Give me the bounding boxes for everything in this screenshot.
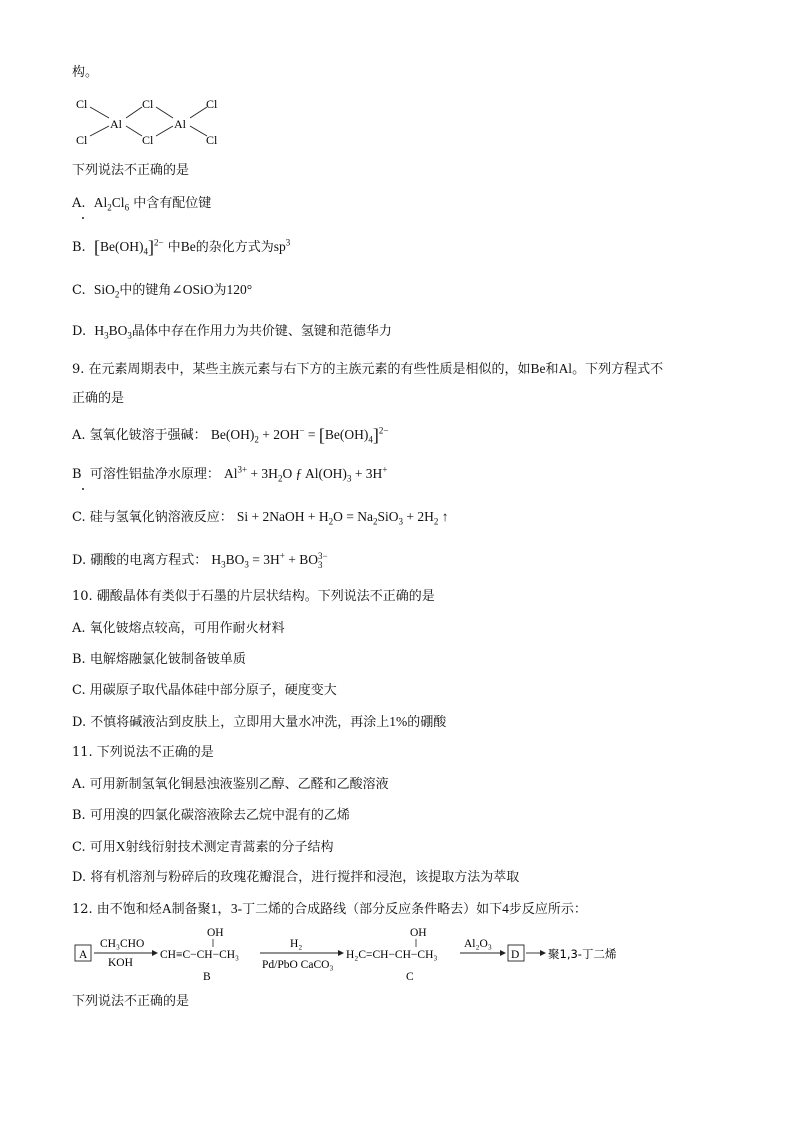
q10-option-b: B. 电解熔融氯化铍制备铍单质 — [72, 652, 246, 667]
arrowhead — [152, 950, 158, 956]
q8-stem: 下列说法不正确的是 — [72, 163, 190, 178]
q11-option-a: A. 可用新制氢氧化铜悬浊液鉴别乙醇、乙醛和乙酸溶液 — [72, 777, 389, 792]
bond — [90, 126, 109, 136]
arrowhead — [338, 950, 344, 956]
bond — [190, 107, 207, 118]
q11-option-d: D. 将有机溶剂与粉碎后的玫瑰花瓣混合，进行搅拌和浸泡，该提取方法为萃取 — [72, 870, 520, 885]
cl-atom: Cl — [76, 97, 88, 111]
compound-b-oh: OH — [207, 927, 224, 939]
q10-stem: 10. 硼酸晶体有类似于石墨的片层状结构。下列说法不正确的是 — [72, 589, 435, 604]
compound-d-label: D — [511, 949, 520, 961]
compound-c-formula: H₂C=CH−CH−CH₃ — [346, 949, 438, 961]
q9-stem-line1: 9. 在元素周期表中，某些主族元素与右下方的主族元素的有些性质是相似的，如Be和Al。下列方程式不 — [72, 361, 664, 377]
compound-b-formula: CH≡C−CH−CH₃ — [160, 949, 240, 961]
cl-atom: Cl — [142, 133, 154, 147]
q9-option-c: C. 硅与氢氧化钠溶液反应： Si + 2NaOH + $H_2O = Na_2SiO_3 + 2H_2$ ↑ — [72, 509, 449, 527]
q10-option-c: C. 用碳原子取代晶体硅中部分原子，硬度变大 — [72, 683, 337, 698]
compound-c-oh: OH — [410, 927, 427, 939]
stray-dot — [82, 217, 84, 219]
cl-atom: Cl — [142, 97, 154, 111]
q11-stem: 11. 下列说法不正确的是 — [72, 745, 214, 760]
q8-option-d: D. $H_3BO_3$晶体中存在作用力为共价键、氢键和范德华力 — [72, 323, 392, 341]
stray-dot — [82, 488, 84, 490]
q12-stem: 12. 由不饱和烃A制备聚1，3-丁二烯的合成路线（部分反应条件略去）如下4步反应所示： — [72, 901, 587, 917]
q11-option-b: B. 可用溴的四氯化碳溶液除去乙烷中混有的乙烯 — [72, 808, 350, 823]
cl-atom: Cl — [206, 97, 218, 111]
reagent-3-top: Al₂O₃ — [464, 938, 492, 950]
q10-option-d: D. 不慎将碱液沾到皮肤上，立即用大量水冲洗，再涂上1%的硼酸 — [72, 714, 447, 730]
cl-atom: Cl — [206, 133, 218, 147]
al-atom: Al — [174, 117, 186, 131]
bond — [126, 107, 142, 118]
synthesis-route-diagram — [74, 922, 634, 986]
intro-tail: 构。 — [72, 65, 99, 80]
reagent-1-top: CH₃CHO — [100, 938, 145, 950]
bond — [156, 107, 173, 118]
bond — [190, 126, 207, 136]
final-product: 聚1,3-丁二烯 — [548, 947, 617, 961]
q8-option-a: A. $Al_2Cl_6$ 中含有配位键 — [72, 195, 212, 213]
compound-b-label: B — [203, 971, 211, 983]
q9-option-a: A. 氢氧化铍溶于强碱： $Be(OH)_2 + 2OH^- = [Be(OH)_4]^{2-}$ — [72, 425, 389, 445]
reagent-2-bottom: Pd/PbO CaCO₃ — [262, 959, 334, 971]
q8-option-b: B. $[Be(OH)_4]^{2-}$ 中Be的杂化方式为$sp^3$ — [72, 237, 291, 257]
bond — [126, 126, 142, 136]
arrowhead — [540, 950, 546, 956]
q9-option-b: B 可溶性铝盐净水原理： $Al^{3+} + 3H_2O$ ƒ $Al(OH)_3 + 3H^+$ — [72, 464, 388, 484]
al-atom: Al — [110, 117, 122, 131]
q12-tail: 下列说法不正确的是 — [72, 994, 190, 1009]
reagent-1-bottom: KOH — [108, 957, 133, 969]
q11-option-c: C. 可用X射线衍射技术测定青蒿素的分子结构 — [72, 839, 334, 855]
bond — [156, 126, 173, 136]
q9-option-d: D. 硼酸的电离方程式： $H_3BO_3 = 3H^+$ + BO 3− 3 — [72, 550, 328, 570]
q9-stem-line2: 正确的是 — [72, 391, 125, 406]
reagent-2-top: H₂ — [290, 938, 303, 950]
q10-option-a: A. 氧化铍熔点较高，可用作耐火材料 — [72, 621, 285, 636]
al2cl6-structure-diagram — [70, 92, 240, 152]
cl-atom: Cl — [76, 133, 88, 147]
arrowhead — [500, 950, 506, 956]
compound-a-label: A — [79, 949, 88, 961]
q8-option-c: C. SiO$_2$中的键角∠OSiO为120° — [72, 282, 253, 300]
compound-c-label: C — [406, 971, 414, 983]
bond — [90, 107, 109, 118]
